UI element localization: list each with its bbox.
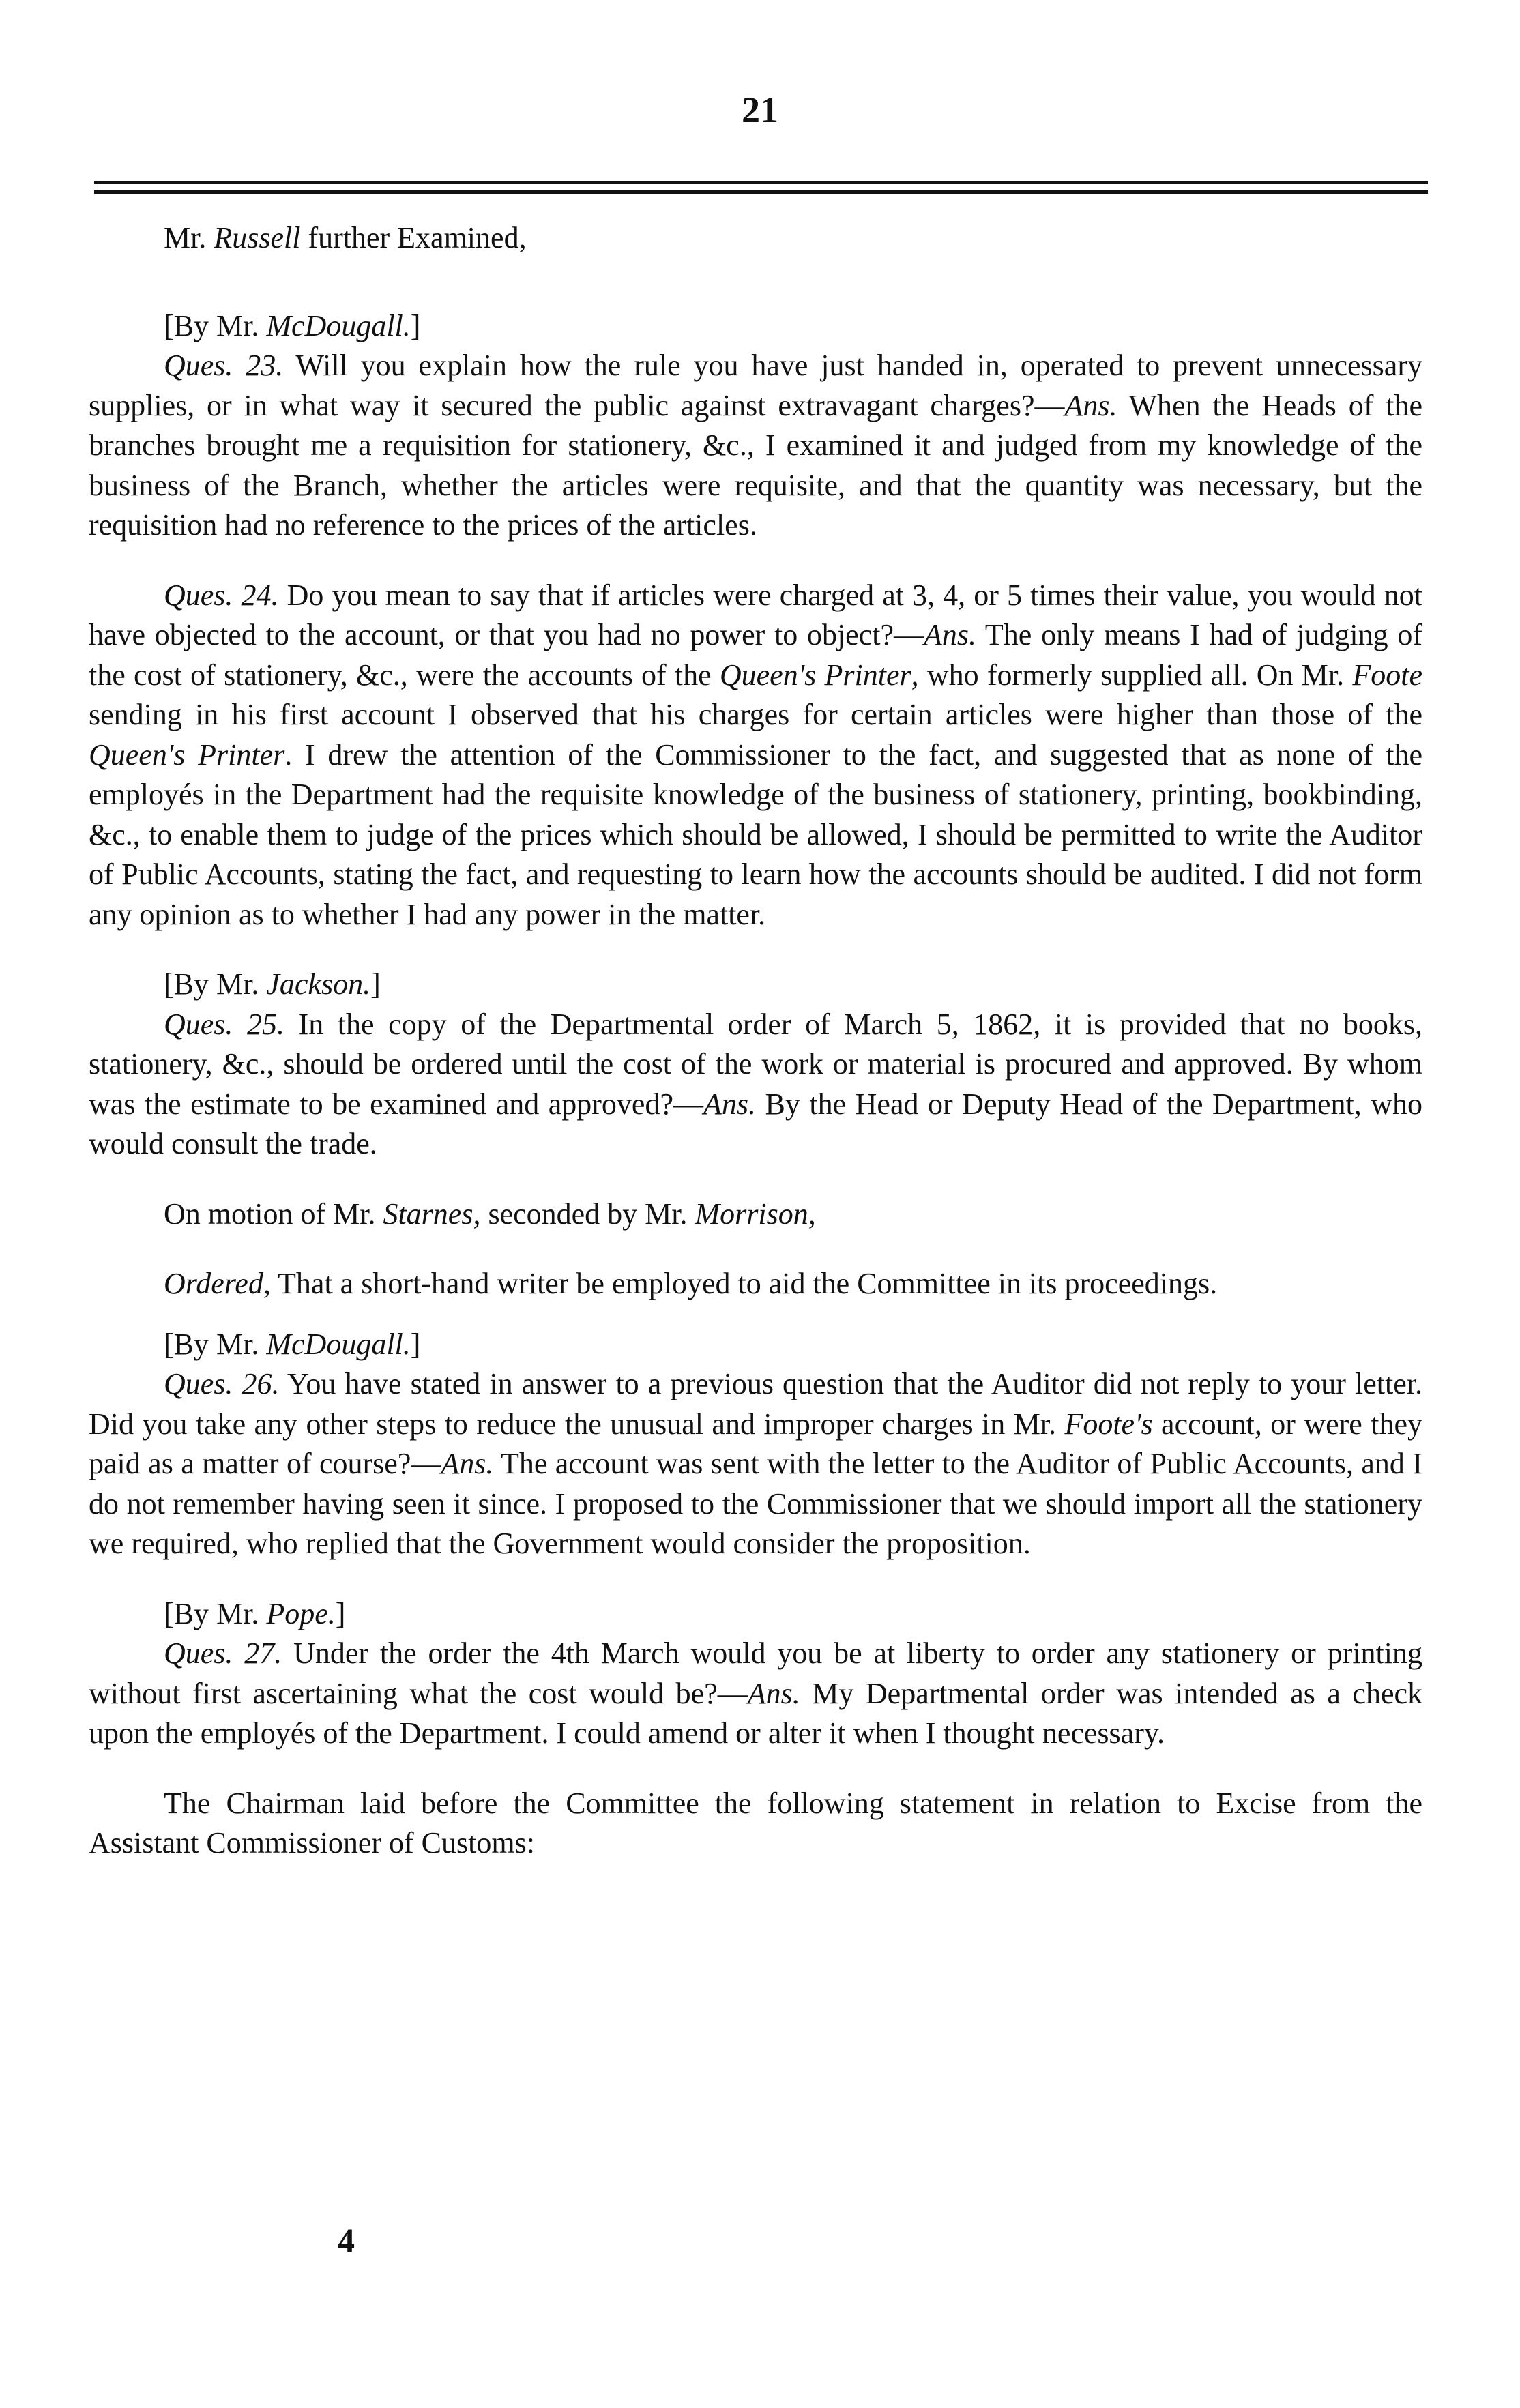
- motion-paragraph: On motion of Mr. Starnes, seconded by Mr. Morrison,: [164, 1196, 816, 1231]
- answer-label: Ans.: [441, 1447, 494, 1480]
- question-26: Ques. 26. You have stated in answer to a previous question that the Auditor did not reply to your letter. Did you take any other steps to reduce the unusual and improper charges in Mr. Foote's account, or were they paid as a matter of course?—Ans. The account was sent with the letter to the Auditor of Public Accounts, and I do not remember having seen it since. I proposed to the Commissioner that we should import all the stationery we required, who replied that the Government would consider the proposition.: [89, 1367, 1422, 1560]
- examiner-heading: [By Mr. Pope.]: [164, 1596, 346, 1630]
- answer-label: Ans.: [924, 618, 976, 651]
- examiner-heading: [By Mr. McDougall.]: [164, 1327, 421, 1361]
- witness-name: Russell: [214, 221, 301, 254]
- question-23: Ques. 23. Will you explain how the rule you have just handed in, operated to prevent unnecessary supplies, or in what way it secured the public against extravagant charges?—Ans. When the Heads of the branches brought me a requisition for stationery, &c., I examined it and judged from my knowledge of the business of the Branch, whether the articles were requisite, and that the quantity was necessary, but the requisition had no reference to the prices of the articles.: [89, 349, 1422, 542]
- header-double-rule: [94, 181, 1428, 197]
- question-label: Ques. 26.: [164, 1367, 280, 1400]
- question-label: Ques. 25.: [164, 1007, 284, 1041]
- ordered-paragraph: Ordered, That a short-hand writer be employed to aid the Committee in its proceedings.: [164, 1267, 1218, 1300]
- question-label: Ques. 27.: [164, 1636, 282, 1670]
- question-27: Ques. 27. Under the order the 4th March would you be at liberty to order any stationery or printing without first ascertaining what the cost would be?—Ans. My Departmental order was intended as a check upon the employés of the Department. I could amend or alter it when I thought necessary.: [89, 1636, 1422, 1750]
- chairman-paragraph: The Chairman laid before the Committee the following statement in relation to Excise from the Assistant Commissioner of Customs:: [89, 1786, 1422, 1860]
- answer-label: Ans.: [747, 1676, 800, 1710]
- examiner-name: Pope.: [266, 1596, 336, 1630]
- examiner-name: Jackson.: [266, 967, 371, 1001]
- question-label: Ques. 24.: [164, 578, 279, 612]
- question-25: Ques. 25. In the copy of the Departmental order of March 5, 1862, it is provided that no books, stationery, &c., should be ordered until the cost of the work or material is procured and approved. By whom was the estimate to be examined and approved?—Ans. By the Head or Deputy Head of the Department, who would consult the trade.: [89, 1007, 1422, 1160]
- page-number: 21: [742, 89, 778, 130]
- question-24: Ques. 24. Do you mean to say that if articles were charged at 3, 4, or 5 times their value, you would not have objected to the account, or that you had no power to object?—Ans. The only means I had of judging of the cost of stationery, &c., were the accounts of the Queen's Printer, who formerly supplied all. On Mr. Foote sending in his first account I observed that his charges for certain articles were higher than those of the Queen's Printer. I drew the attention of the Commissioner to the fact, and suggested that as none of the employés in the Department had the requisite knowledge of the business of stationery, printing, bookbinding, &c., to enable them to judge of the prices which should be allowed, I should be permitted to write the Auditor of Public Accounts, stating the fact, and requesting to learn how the accounts should be audited. I did not form any opinion as to whether I had any power in the matter.: [89, 578, 1422, 931]
- signature-mark: 4: [338, 2221, 355, 2259]
- answer-label: Ans.: [1064, 388, 1117, 422]
- further-examined-heading: Mr. Russell further Examined,: [164, 221, 527, 254]
- examiner-name: McDougall.: [266, 1327, 411, 1361]
- examiner-heading: [By Mr. Jackson.]: [164, 967, 381, 1001]
- examiner-heading: [By Mr. McDougall.]: [164, 308, 421, 342]
- answer-label: Ans.: [703, 1087, 756, 1121]
- question-label: Ques. 23.: [164, 349, 284, 382]
- examiner-name: McDougall.: [266, 308, 411, 342]
- document-body: [89, 218, 1422, 1864]
